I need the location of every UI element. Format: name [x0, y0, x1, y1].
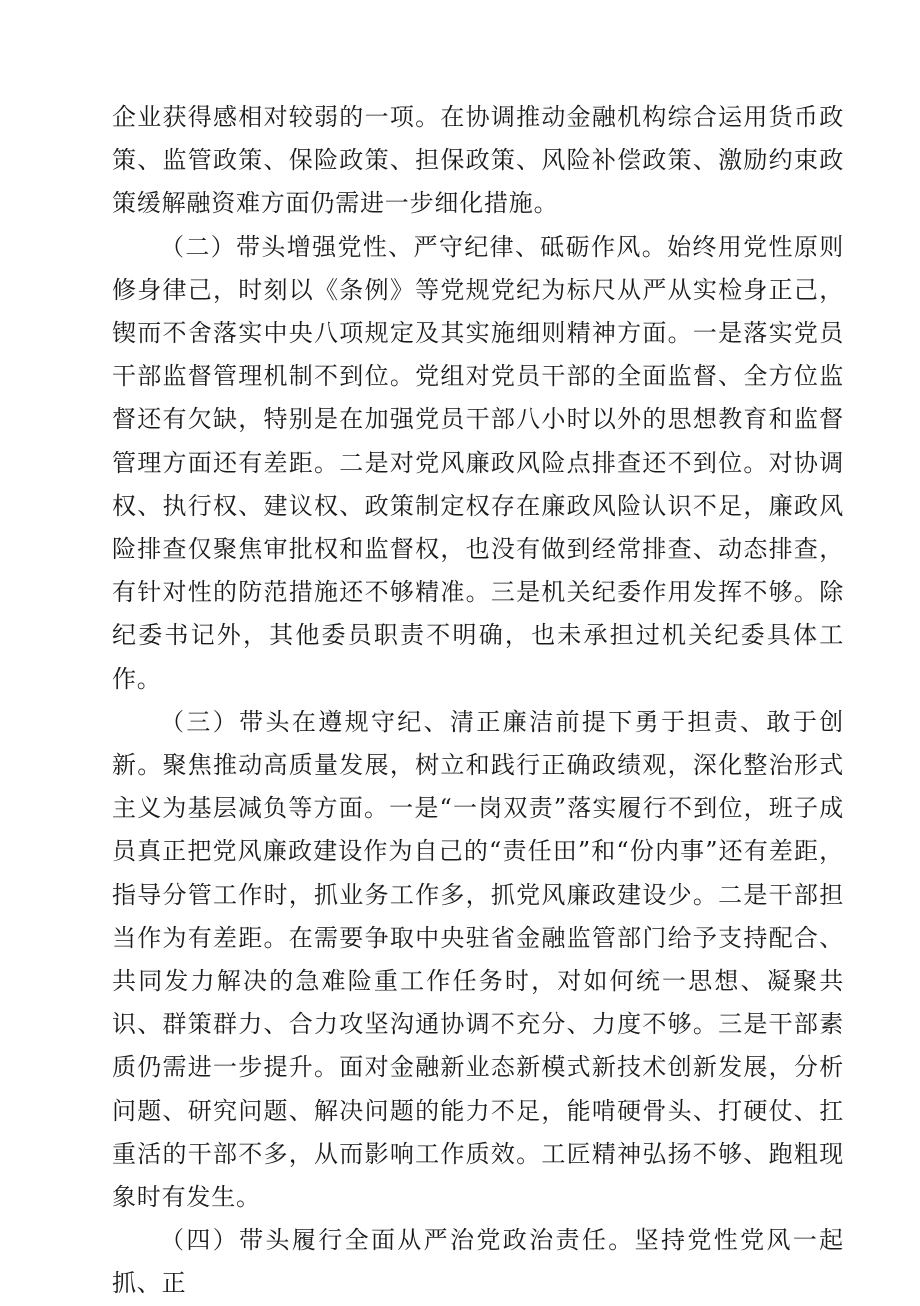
paragraph-section-4: （四）带头履行全面从严治党政治责任。坚持党性党风一起抓、正 — [112, 1226, 844, 1298]
paragraph-section-3: （三）带头在遵规守纪、清正廉洁前提下勇于担责、敢于创新。聚焦推动高质量发展，树立和践行正确政绩观，深化整治形式主义为基层减负等方面。一是“一岗双责”落实履行不到位，班子成员真正把党风廉政建设作为自己的“责任田”和“份内事”还有差距，指导分管工作时，抓业务工作多，抓党风廉政建设少。二是干部担当作为有差距。在需要争取中央驻省金融监管部门给予支持配合、共同发力解决的急难险重工作任务时，对如何统一思想、凝聚共识、群策群力、合力攻坚沟通协调不充分、力度不够。三是干部素质仍需进一步提升。面对金融新业态新模式新技术创新发展，分析问题、研究问题、解决问题的能力不足，能啃硬骨头、打硬仗、扛重活的干部不多，从而影响工作质效。工匠精神弘扬不够、跑粗现象时有发生。 — [112, 707, 844, 1212]
paragraph-section-2: （二）带头增强党性、严守纪律、砥砺作风。始终用党性原则修身律己，时刻以《条例》等党规党纪为标尺从严从实检身正己，锲而不舍落实中央八项规定及其实施细则精神方面。一是落实党员干部监督管理机制不到位。党组对党员干部的全面监督、全方位监督还有欠缺，特别是在加强党员干部八小时以外的思想教育和监督管理方面还有差距。二是对党风廉政风险点排查还不到位。对协调权、执行权、建议权、政策制定权存在廉政风险认识不足，廉政风险排查仅聚焦审批权和监督权，也没有做到经常排查、动态排查，有针对性的防范措施还不够精准。三是机关纪委作用发挥不够。除纪委书记外，其他委员职责不明确，也未承担过机关纪委具体工作。 — [112, 232, 844, 693]
document-body — [112, 96, 844, 1306]
paragraph-continuation: 企业获得感相对较弱的一项。在协调推动金融机构综合运用货币政策、监管政策、保险政策、担保政策、风险补偿政策、激励约束政策缓解融资难方面仍需进一步细化措施。 — [112, 103, 844, 218]
